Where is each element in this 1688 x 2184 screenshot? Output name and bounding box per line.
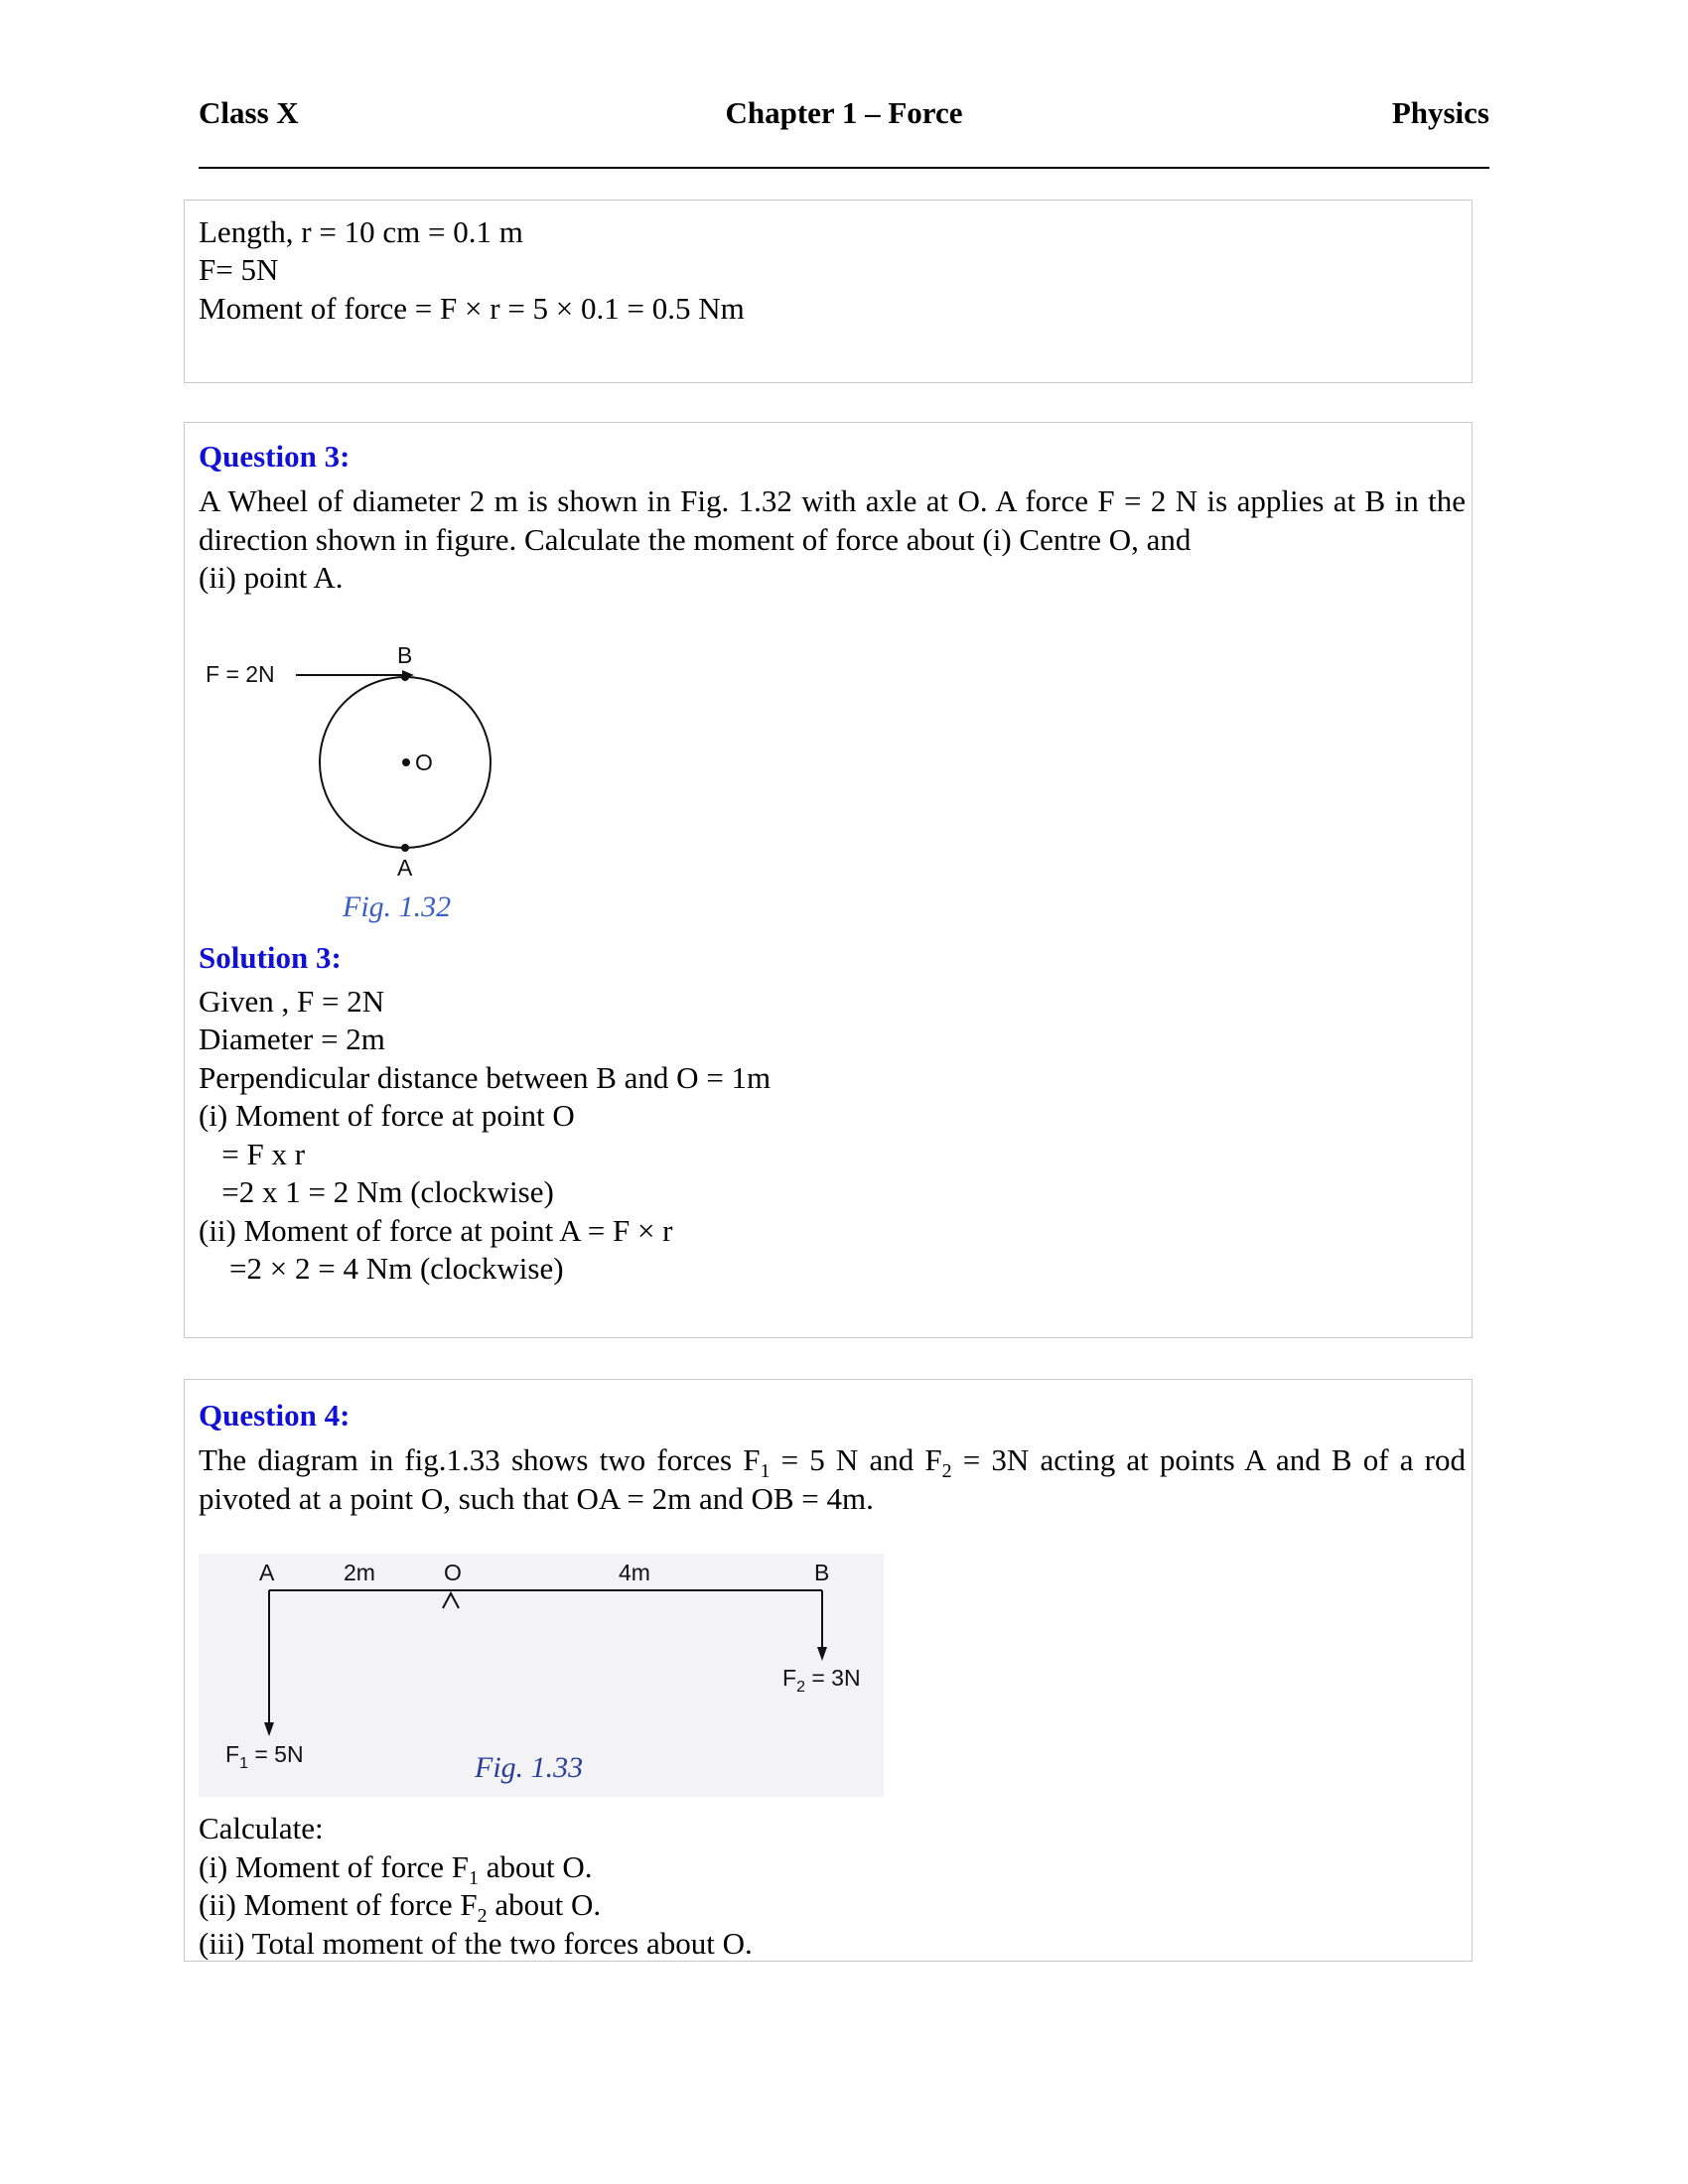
axle-o-dot — [402, 758, 410, 766]
header-rule — [199, 167, 1489, 169]
q4-item-1-sub: 1 — [469, 1867, 480, 1890]
q4-sub-2: 2 — [941, 1460, 952, 1483]
q4-text-b: = 5 N and F — [770, 1442, 942, 1477]
header-chapter: Chapter 1 – Force — [725, 95, 963, 130]
q4-item-2-end: about O. — [487, 1887, 602, 1922]
question-4-heading: Question 4: — [199, 1398, 351, 1433]
solution-3-line-3: Perpendicular distance between B and O = 1m — [199, 1060, 772, 1095]
fig-1-32-caption: Fig. 1.32 — [343, 890, 452, 923]
f2-subscript: 2 — [796, 1679, 805, 1696]
box1-line-2: F= 5N — [199, 252, 279, 287]
q4-text-a: The diagram in fig.1.33 shows two forces F — [199, 1442, 761, 1477]
f1-value: = 5N — [247, 1741, 304, 1767]
point-a-dot — [401, 844, 409, 852]
rod-label-b: B — [814, 1560, 830, 1585]
solution-3-line-8: =2 × 2 = 4 Nm (clockwise) — [199, 1251, 564, 1286]
header-class: Class X — [199, 95, 299, 130]
figure-1-33 — [199, 1554, 884, 1797]
solution-3-line-5: = F x r — [199, 1137, 306, 1171]
q4-item-3: (iii) Total moment of the two forces about O. — [199, 1926, 753, 1961]
q4-sub-1: 1 — [760, 1460, 771, 1483]
header-subject: Physics — [1391, 95, 1489, 130]
q4-item-2-sub: 2 — [477, 1905, 488, 1928]
rod-label-2m: 2m — [344, 1560, 375, 1585]
fig-1-33-caption: Fig. 1.33 — [475, 1751, 584, 1784]
solution-3-heading: Solution 3: — [199, 940, 342, 975]
solution-3-line-7: (ii) Moment of force at point A = F × r — [199, 1213, 673, 1248]
q4-text-c: = 3N acting at points A and B of a rod pivoted at a point O, such that OA = 2m and OB = 4m. — [199, 1442, 1466, 1516]
f1-subscript: 1 — [239, 1755, 248, 1772]
figure-1-32 — [194, 640, 511, 928]
box1-line-3: Moment of force = F × r = 5 × 0.1 = 0.5 Nm — [199, 291, 745, 326]
label-b: B — [397, 642, 413, 668]
rod-label-4m: 4m — [619, 1560, 650, 1585]
solution-3-line-4: (i) Moment of force at point O — [199, 1098, 575, 1133]
solution-3-line-6: =2 x 1 = 2 Nm (clockwise) — [199, 1174, 554, 1209]
label-a: A — [397, 855, 413, 881]
q4-item-1-text: (i) Moment of force F — [199, 1849, 470, 1884]
question-3-heading: Question 3: — [199, 439, 351, 474]
question-3-text: A Wheel of diameter 2 m is shown in Fig. 1.32 with axle at O. A force F = 2 N is applies at B in the direction shown in figure. Calculate the moment of force about (i) Centre O, and — [199, 483, 1466, 557]
q4-item-1-end: about O. — [479, 1849, 593, 1884]
question-3-text-line3: (ii) point A. — [199, 560, 344, 595]
f2-letter: F — [782, 1665, 797, 1691]
point-b-dot — [401, 673, 409, 681]
solution-3-line-2: Diameter = 2m — [199, 1022, 385, 1056]
rod-label-o: O — [444, 1560, 462, 1585]
q4-item-2 — [199, 1886, 602, 1928]
f1-letter: F — [225, 1741, 240, 1767]
q4-item-2-text: (ii) Moment of force F — [199, 1887, 478, 1922]
box1-line-1: Length, r = 10 cm = 0.1 m — [199, 214, 523, 249]
label-o: O — [415, 750, 433, 775]
q4-item-1 — [199, 1848, 593, 1890]
question-4-text — [199, 1441, 1466, 1518]
rod-label-a: A — [259, 1560, 275, 1585]
page-header — [199, 95, 1489, 145]
solution-3-line-1: Given , F = 2N — [199, 984, 385, 1019]
f2-value: = 3N — [804, 1665, 861, 1691]
q4-calculate: Calculate: — [199, 1811, 324, 1845]
force-label-f2n: F = 2N — [206, 661, 275, 687]
